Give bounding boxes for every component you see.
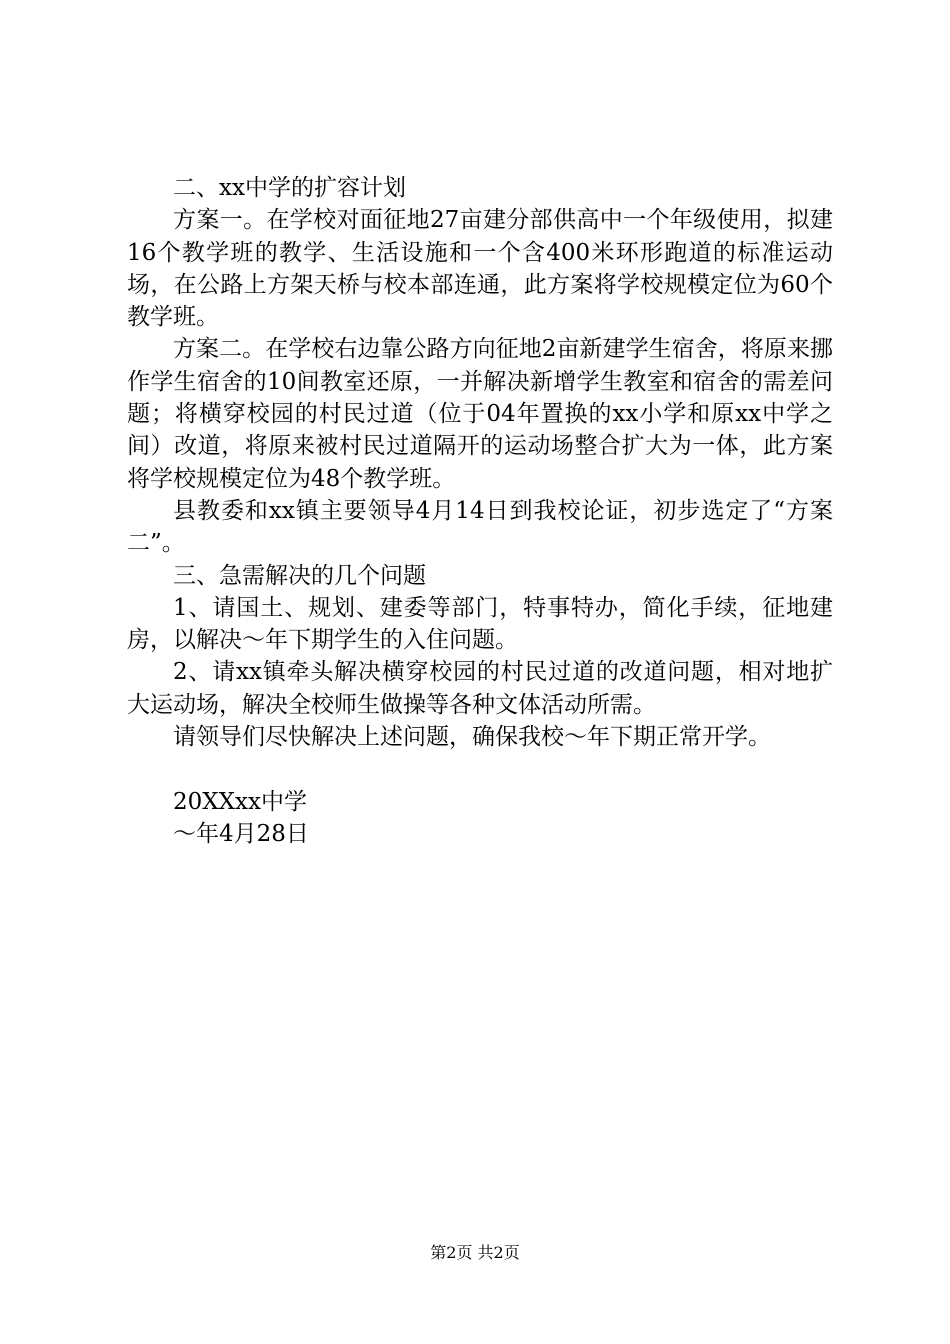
paragraph-request: 请领导们尽快解决上述问题，确保我校～年下期正常开学。: [173, 724, 771, 751]
signature-date: ～年4月28日: [173, 820, 309, 847]
paragraph-issue-two: 2、请xx镇牵头解决横穿校园的村民过道的改道问题，相对地扩大运动场，解决全校师生做操等各种文体活动所需。: [127, 659, 833, 718]
paragraph-issue-one: 1、请国土、规划、建委等部门，特事特办，简化手续，征地建房，以解决～年下期学生的入住问题。: [127, 594, 833, 654]
section-heading-urgent-issues: 三、急需解决的几个问题: [173, 562, 426, 589]
section-heading-expansion-plan: 二、xx中学的扩容计划: [173, 175, 406, 201]
signature-organization: 20XXxx中学: [173, 788, 307, 815]
spacer: [127, 753, 833, 785]
paragraph-selection: 县教委和xx镇主要领导4月14日到我校论证，初步选定了“方案二”。: [127, 497, 833, 557]
paragraph-plan-two: 方案二。在学校右边靠公路方向征地2亩新建学生宿舍，将原来挪作学生宿舍的10间教室还原，一并解决新增学生教室和宿舍的需差问题；将横穿校园的村民过道（位于04年置换的xx小学和原xx中学之间）改道，将原来被村民过道隔开的运动场整合扩大为一体，此方案将学校规模定位为48个教学班。: [127, 336, 833, 492]
document-body: [127, 172, 833, 850]
paragraph-plan-one: 方案一。在学校对面征地27亩建分部供高中一个年级使用，拟建16个教学班的教学、生活设施和一个含400米环形跑道的标准运动场，在公路上方架天桥与校本部连通，此方案将学校规模定位为60个教学班。: [127, 207, 833, 331]
page-footer: 第2页 共2页: [430, 1243, 520, 1262]
